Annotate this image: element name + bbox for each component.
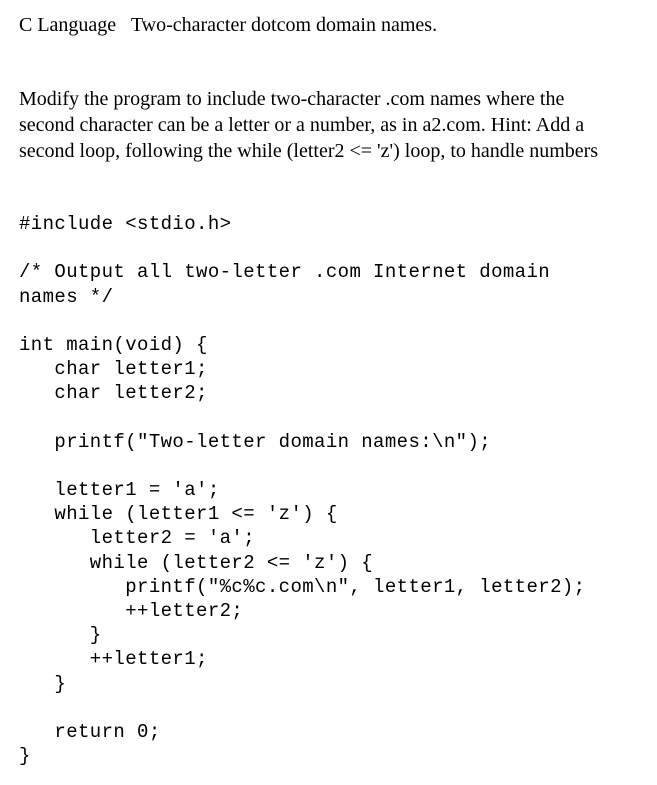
code-line: while (letter1 <= 'z') {: [19, 503, 338, 526]
code-line: }: [19, 672, 67, 695]
code-line: [19, 454, 586, 478]
instructions-line: Modify the program to include two-character .com names where the: [19, 88, 565, 110]
code-line: [19, 696, 586, 720]
code-line: printf("%c%c.com\n", letter1, letter2);: [19, 575, 586, 598]
code-line: ++letter2;: [19, 600, 244, 622]
code-line: char letter2;: [19, 382, 208, 405]
code-line: return 0;: [19, 720, 161, 743]
code-block: [19, 212, 586, 768]
code-line: letter2 = 'a';: [19, 527, 256, 550]
code-line: [19, 406, 586, 430]
code-line: int main(void) {: [19, 333, 208, 356]
code-line: letter1 = 'a';: [19, 479, 220, 502]
instructions-line: second character can be a letter or a number, as in a2.com. Hint: Add a: [19, 114, 585, 136]
code-line: #include <stdio.h>: [19, 213, 232, 235]
code-line: while (letter2 <= 'z') {: [19, 551, 374, 574]
code-line: [19, 236, 586, 260]
code-line: ++letter1;: [19, 648, 208, 671]
code-line: char letter1;: [19, 358, 208, 381]
code-line: printf("Two-letter domain names:\n");: [19, 430, 492, 453]
code-line: }: [19, 745, 31, 768]
document-title: C Language Two-character dotcom domain names.: [19, 14, 438, 36]
code-line: /* Output all two-letter .com Internet domain: [19, 261, 551, 284]
code-line: [19, 309, 586, 333]
code-line: names */: [19, 285, 114, 308]
code-line: }: [19, 624, 102, 647]
instructions-paragraph: [19, 86, 598, 164]
instructions-line: second loop, following the while (letter2 <= 'z') loop, to handle numbers: [19, 140, 599, 162]
